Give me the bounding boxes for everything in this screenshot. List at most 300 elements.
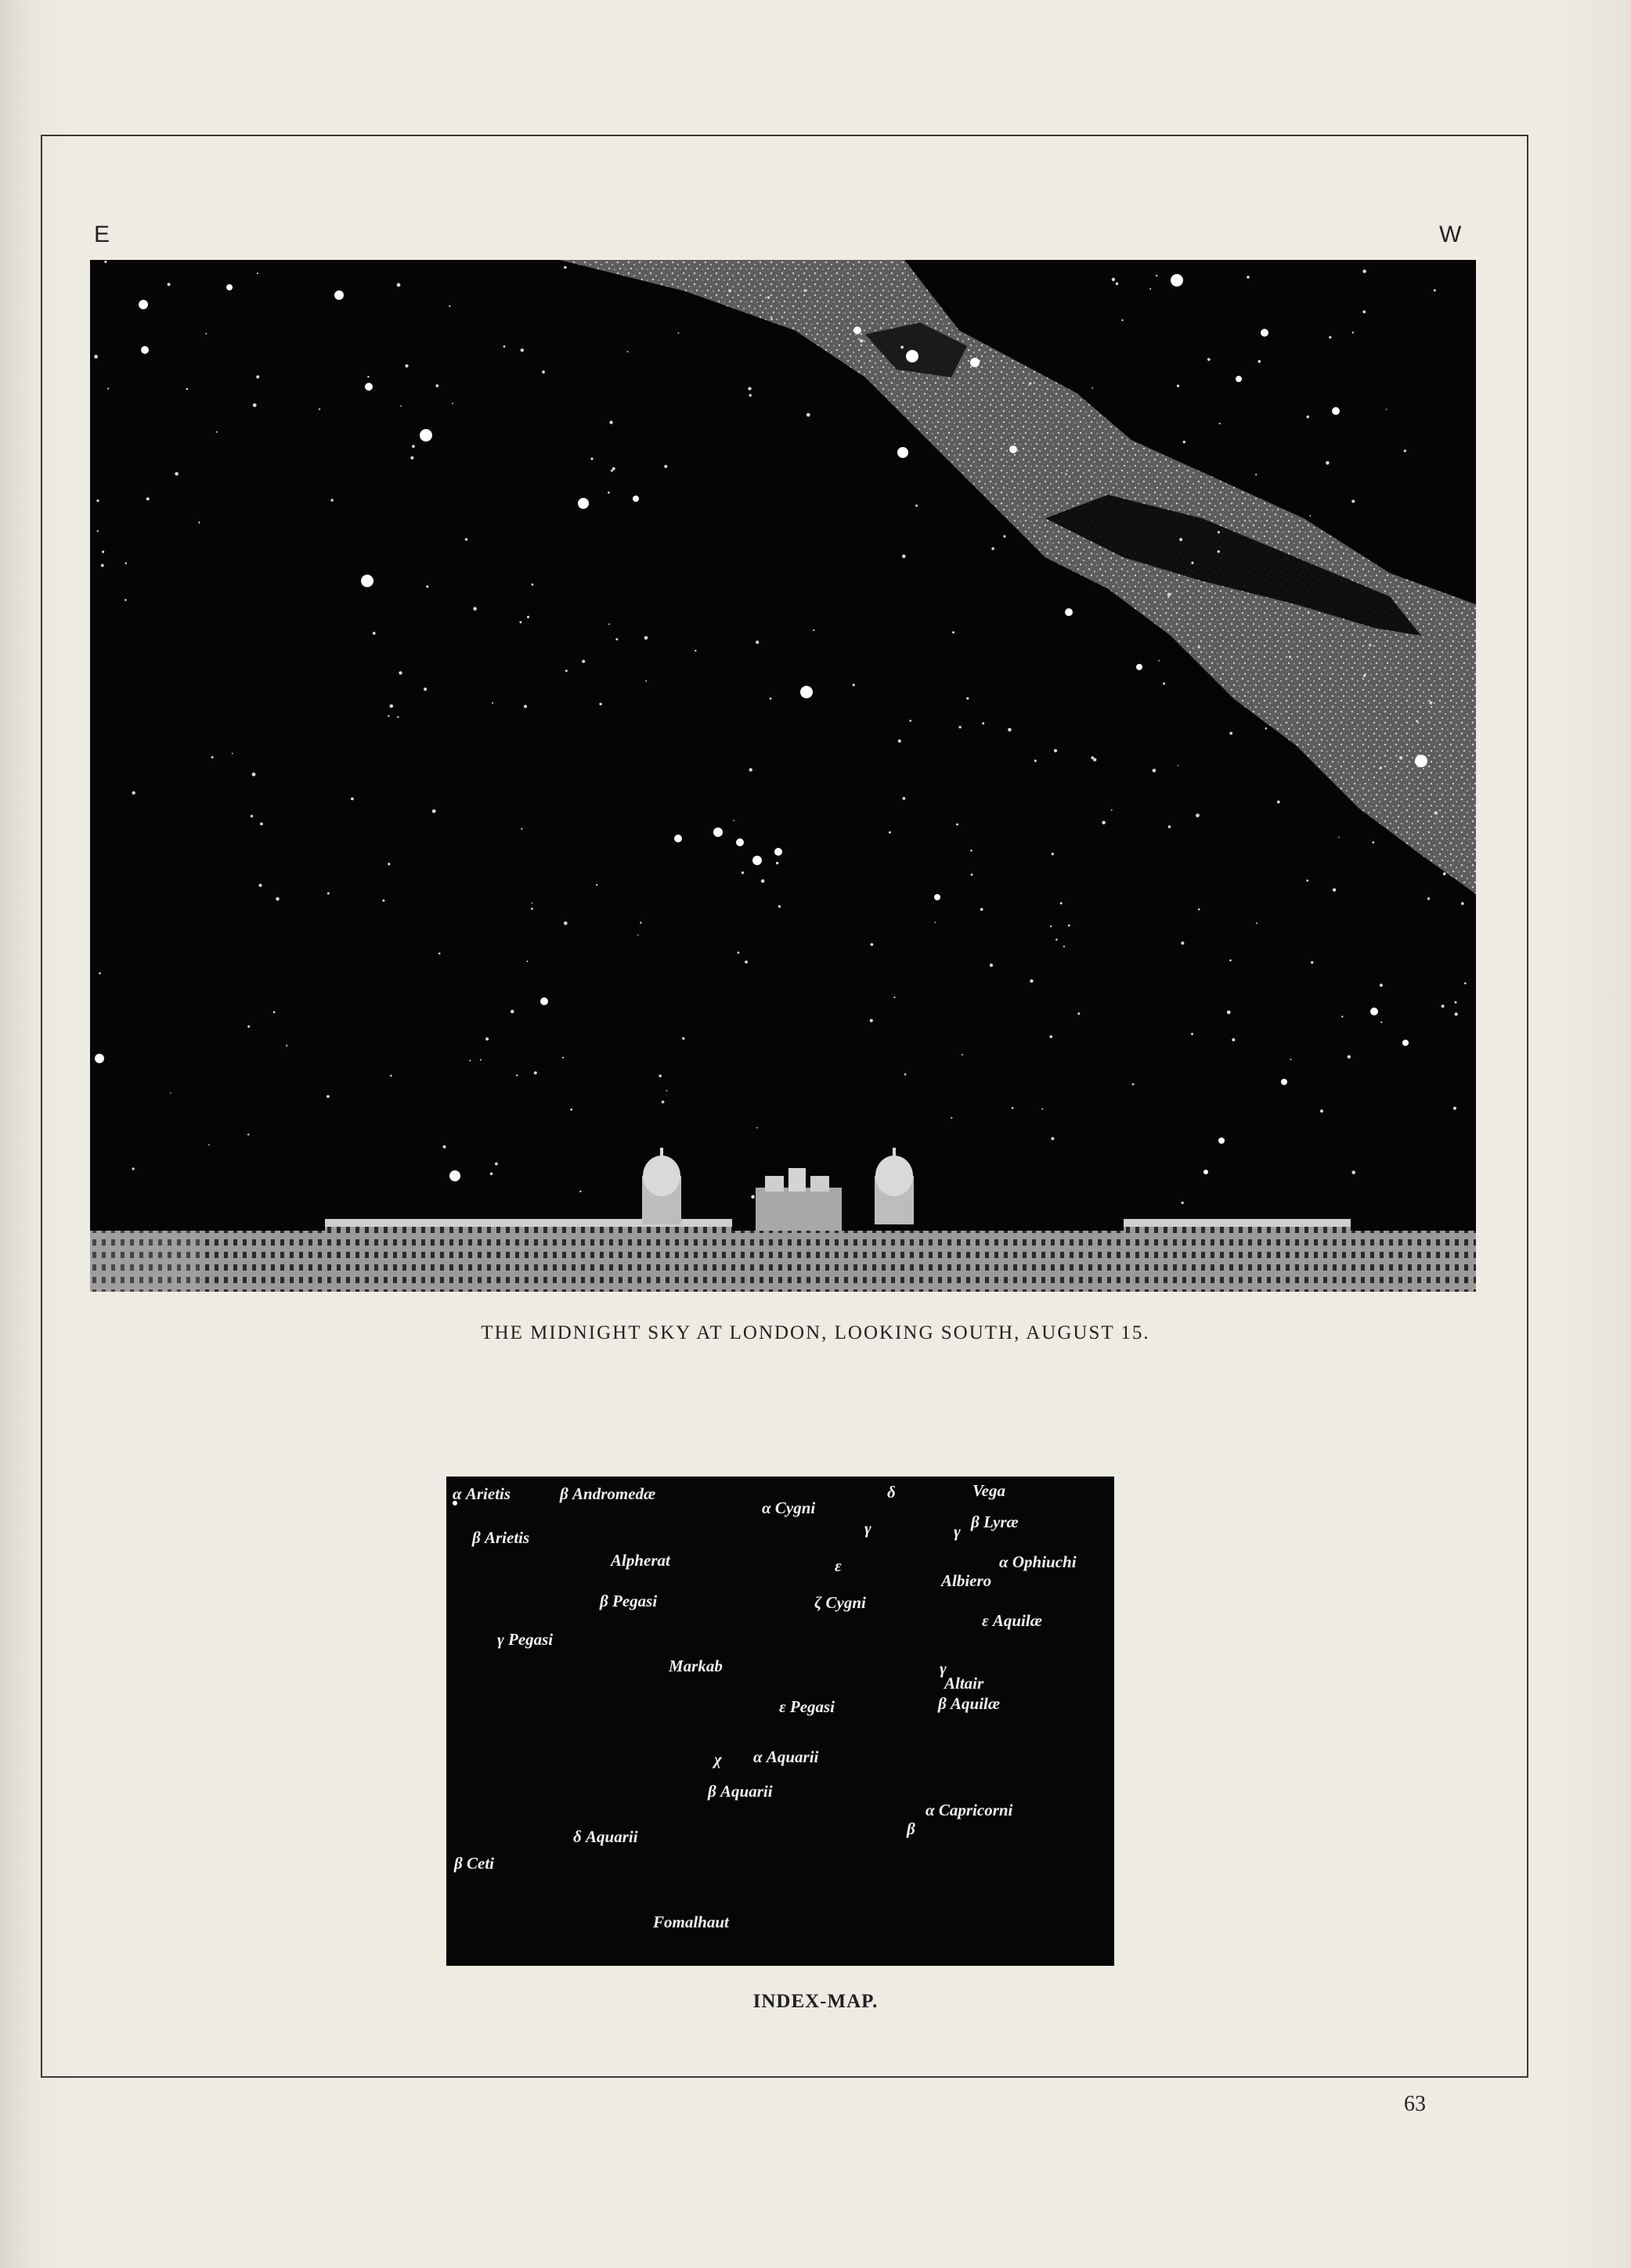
faint-star <box>935 922 936 924</box>
faint-star <box>382 900 384 902</box>
faint-star <box>1065 474 1066 475</box>
faint-star <box>582 660 585 663</box>
bright-star <box>752 856 762 865</box>
faint-star <box>903 797 906 800</box>
faint-star <box>1256 922 1258 924</box>
faint-star <box>531 903 532 904</box>
faint-star <box>426 586 428 588</box>
faint-star <box>590 457 593 460</box>
bright-star <box>906 350 918 362</box>
faint-star <box>1453 1107 1456 1110</box>
faint-star <box>1399 756 1402 759</box>
star-label: γ <box>954 1522 961 1541</box>
faint-star <box>253 403 257 407</box>
faint-star <box>521 828 522 830</box>
bright-star <box>774 848 782 856</box>
faint-star <box>1229 959 1232 961</box>
faint-star <box>1183 441 1185 443</box>
faint-star <box>1034 759 1037 762</box>
faint-star <box>443 1145 446 1148</box>
faint-star <box>258 884 262 887</box>
bright-star <box>449 1170 460 1181</box>
faint-star <box>1030 979 1033 983</box>
faint-star <box>99 972 101 975</box>
faint-star <box>94 355 98 359</box>
faint-star <box>146 497 150 500</box>
page-number: 63 <box>1404 2092 1426 2116</box>
faint-star <box>695 650 696 651</box>
faint-star <box>1363 674 1366 677</box>
faint-star <box>397 716 399 718</box>
faint-star <box>260 823 263 826</box>
faint-star <box>952 631 954 633</box>
star-label: β <box>907 1819 915 1838</box>
faint-star <box>1181 942 1184 945</box>
bright-star <box>853 326 861 334</box>
bright-star <box>226 284 233 290</box>
faint-star <box>1249 520 1250 521</box>
faint-star <box>170 1092 171 1094</box>
faint-star <box>579 1191 581 1192</box>
faint-star <box>1351 499 1355 503</box>
faint-star <box>570 1109 572 1111</box>
faint-star <box>1348 1055 1351 1058</box>
faint-star <box>1461 902 1464 905</box>
faint-star <box>1351 1170 1355 1174</box>
faint-star <box>853 683 855 686</box>
faint-star <box>640 921 641 923</box>
faint-star <box>1362 310 1366 313</box>
faint-star <box>813 629 814 631</box>
bright-star <box>1236 376 1242 382</box>
star-label: Alpherat <box>611 1551 670 1570</box>
star-label: ε <box>835 1556 842 1575</box>
faint-star <box>770 698 772 700</box>
faint-star <box>956 824 958 826</box>
star-label: β Aquarii <box>708 1782 773 1801</box>
faint-star <box>410 456 413 460</box>
faint-star <box>175 472 179 476</box>
faint-star <box>1277 801 1280 804</box>
faint-star <box>748 387 751 390</box>
faint-star <box>1054 749 1057 752</box>
faint-star <box>351 798 354 801</box>
faint-star <box>276 897 280 901</box>
faint-star <box>1121 319 1123 321</box>
faint-star <box>1060 902 1063 904</box>
faint-star <box>1289 656 1291 658</box>
faint-star <box>1341 1015 1343 1017</box>
faint-star <box>412 445 415 448</box>
faint-star <box>1049 1035 1052 1038</box>
faint-star <box>399 671 402 674</box>
faint-star <box>1050 925 1052 927</box>
faint-star <box>524 705 527 708</box>
faint-star <box>168 283 171 286</box>
faint-star <box>1306 879 1308 882</box>
faint-star <box>405 364 408 367</box>
bright-star <box>633 496 639 502</box>
star-label: ε Aquilæ <box>982 1611 1042 1630</box>
faint-star <box>1218 550 1220 553</box>
faint-star <box>1029 382 1031 384</box>
faint-star <box>469 1060 471 1062</box>
star-label: γ <box>864 1519 871 1538</box>
bright-star <box>139 300 148 309</box>
faint-star <box>982 723 984 725</box>
faint-star <box>198 521 200 523</box>
faint-star <box>608 492 610 494</box>
star-field <box>94 261 1466 1204</box>
faint-star <box>1167 593 1171 597</box>
faint-star <box>1178 765 1179 766</box>
bright-star <box>1136 664 1142 670</box>
bright-star <box>334 290 344 300</box>
bright-star <box>141 346 149 354</box>
bright-star <box>736 838 744 846</box>
faint-star <box>124 599 127 601</box>
faint-star <box>511 1010 514 1014</box>
faint-star <box>1380 1022 1382 1023</box>
star-label: δ Aquarii <box>573 1827 638 1846</box>
faint-star <box>1116 283 1119 286</box>
greenwich-skyline <box>90 1148 1476 1292</box>
faint-star <box>1153 769 1156 773</box>
faint-star <box>1380 766 1382 769</box>
star-label: α Capricorni <box>926 1801 1013 1819</box>
faint-star <box>751 1195 755 1199</box>
bright-star <box>713 828 723 837</box>
sky-illustration <box>90 260 1476 1292</box>
faint-star <box>1258 360 1261 363</box>
bright-star <box>361 575 373 587</box>
bright-star <box>1171 274 1183 287</box>
faint-star <box>125 562 128 564</box>
faint-star <box>749 394 752 396</box>
faint-star <box>1416 720 1418 723</box>
faint-star <box>1198 908 1200 910</box>
bright-star <box>970 358 980 367</box>
faint-star <box>1311 961 1313 964</box>
faint-star <box>132 791 135 795</box>
faint-star <box>1338 837 1340 838</box>
faint-star <box>1429 701 1432 705</box>
faint-star <box>480 1059 482 1061</box>
faint-star <box>951 1117 952 1119</box>
faint-star <box>1434 811 1438 814</box>
faint-star <box>1326 461 1330 465</box>
faint-star <box>627 351 629 352</box>
faint-star <box>373 632 376 635</box>
faint-star <box>526 961 528 962</box>
faint-star <box>503 345 506 348</box>
faint-star <box>659 1075 662 1078</box>
faint-star <box>256 375 259 378</box>
faint-star <box>435 384 438 388</box>
index-map-caption: INDEX-MAP. <box>752 1991 879 2012</box>
faint-star <box>915 504 918 507</box>
faint-star <box>1055 939 1058 941</box>
faint-star <box>495 1163 498 1166</box>
faint-star <box>1380 984 1383 987</box>
faint-star <box>742 871 744 874</box>
faint-star <box>1227 1011 1231 1015</box>
faint-star <box>1219 423 1221 424</box>
faint-star <box>1132 1084 1135 1086</box>
faint-star <box>1179 538 1182 541</box>
faint-star <box>1182 1202 1184 1204</box>
faint-star <box>611 470 613 472</box>
star-label: γ Pegasi <box>497 1630 554 1649</box>
faint-star <box>1003 535 1005 538</box>
faint-star <box>749 768 752 771</box>
faint-star <box>1156 275 1157 276</box>
star-label: γ <box>940 1659 947 1678</box>
faint-star <box>1442 1004 1445 1008</box>
faint-star <box>803 289 806 291</box>
star-label: α Aquarii <box>753 1747 819 1766</box>
faint-star <box>871 943 874 947</box>
faint-star <box>1232 1038 1235 1041</box>
faint-star <box>1068 925 1070 927</box>
faint-star <box>738 952 740 954</box>
faint-star <box>900 346 904 349</box>
faint-star <box>966 698 969 700</box>
faint-star <box>728 289 731 292</box>
bright-star <box>1218 1138 1225 1144</box>
faint-star <box>1008 728 1012 732</box>
faint-star <box>761 879 765 883</box>
faint-star <box>962 1054 963 1055</box>
faint-star <box>452 403 453 405</box>
faint-star <box>1012 1107 1014 1109</box>
faint-star <box>958 726 961 728</box>
faint-star <box>756 1127 758 1129</box>
bright-star <box>540 997 548 1005</box>
faint-star <box>776 862 778 864</box>
faint-star <box>1308 611 1309 613</box>
faint-star <box>904 1073 907 1076</box>
midnight-sky-engraving <box>90 260 1476 1292</box>
faint-star <box>756 640 759 644</box>
faint-star <box>1149 288 1151 290</box>
faint-star <box>1309 515 1311 517</box>
bright-star <box>800 686 813 698</box>
faint-star <box>562 1057 564 1058</box>
faint-star <box>1464 983 1467 985</box>
faint-star <box>1362 269 1366 273</box>
faint-star <box>438 953 441 955</box>
faint-star <box>1320 1109 1323 1112</box>
faint-star <box>644 636 648 640</box>
faint-star <box>390 1075 392 1077</box>
faint-star <box>645 680 647 682</box>
star-label: χ <box>714 1750 722 1769</box>
faint-star <box>208 1145 210 1146</box>
compass-west-label: W <box>1439 222 1462 247</box>
faint-star <box>970 849 972 852</box>
bright-star <box>365 383 373 391</box>
faint-star <box>1386 409 1387 410</box>
bright-star <box>674 835 682 842</box>
faint-star <box>889 831 891 834</box>
faint-star <box>534 1072 537 1075</box>
faint-star <box>247 1134 249 1135</box>
faint-star <box>1093 758 1096 761</box>
faint-star <box>565 669 568 672</box>
faint-star <box>432 809 436 813</box>
faint-star <box>564 921 568 925</box>
faint-star <box>902 554 906 558</box>
faint-star <box>388 863 390 865</box>
faint-star <box>990 964 993 967</box>
faint-star <box>678 333 680 334</box>
star-label: β Lyræ <box>971 1513 1019 1531</box>
star-label: β Pegasi <box>600 1592 658 1610</box>
bright-star <box>897 447 908 458</box>
faint-star <box>1177 384 1179 387</box>
faint-star <box>870 1019 873 1022</box>
faint-star <box>564 266 567 269</box>
faint-star <box>1092 388 1093 389</box>
faint-star <box>1191 561 1193 564</box>
faint-star <box>273 1011 276 1014</box>
bright-star <box>1415 755 1427 767</box>
faint-star <box>745 961 748 964</box>
faint-star <box>449 305 450 307</box>
faint-star <box>286 1045 287 1047</box>
faint-star <box>733 820 734 821</box>
faint-star <box>1063 946 1065 947</box>
bright-star <box>95 1054 104 1063</box>
faint-star <box>1102 820 1106 824</box>
faint-star <box>1352 332 1354 334</box>
star-label: Fomalhaut <box>653 1913 729 1931</box>
bright-star <box>1203 1170 1208 1174</box>
faint-star <box>898 739 901 742</box>
faint-star <box>367 376 369 377</box>
faint-star <box>1333 889 1336 892</box>
faint-star <box>1455 1001 1457 1004</box>
faint-star <box>211 756 214 759</box>
star-label: α Cygni <box>762 1498 816 1517</box>
star-label: ζ Cygni <box>814 1593 866 1612</box>
compass-east-label: E <box>94 222 110 247</box>
bright-star <box>1402 1040 1409 1046</box>
star-label: Altair <box>944 1674 984 1693</box>
faint-star <box>388 715 389 716</box>
faint-star <box>1329 336 1331 338</box>
faint-star <box>1391 667 1392 669</box>
faint-star <box>1265 727 1268 730</box>
faint-star <box>767 296 770 298</box>
faint-star <box>531 908 533 910</box>
star-label: Vega <box>972 1481 1005 1500</box>
faint-star <box>132 1167 135 1170</box>
faint-star <box>107 388 109 389</box>
faint-star <box>485 1037 489 1040</box>
bright-star <box>1332 407 1340 415</box>
bright-star <box>934 894 940 900</box>
faint-star <box>971 874 973 876</box>
star-label: β Arietis <box>472 1528 530 1547</box>
faint-star <box>1207 358 1211 361</box>
bright-star <box>1065 608 1073 616</box>
faint-star <box>1031 517 1033 518</box>
faint-star <box>1158 660 1160 662</box>
faint-star <box>257 272 258 274</box>
faint-star <box>1290 1058 1292 1060</box>
faint-star <box>770 318 773 320</box>
bright-star <box>1261 329 1268 337</box>
faint-star <box>1455 1012 1458 1015</box>
sky-caption: THE MIDNIGHT SKY AT LONDON, LOOKING SOUTH, AUGUST 15. <box>481 1322 1150 1343</box>
faint-star <box>205 333 207 334</box>
faint-star <box>397 283 401 287</box>
faint-star <box>330 499 333 501</box>
faint-star <box>1247 276 1250 279</box>
faint-star <box>662 1101 665 1104</box>
faint-star <box>519 621 521 623</box>
faint-star <box>1218 531 1220 533</box>
faint-star <box>527 616 529 618</box>
faint-star <box>516 1074 518 1076</box>
faint-star <box>97 530 99 532</box>
faint-star <box>104 261 106 263</box>
faint-star <box>251 815 253 817</box>
faint-star <box>1306 416 1309 419</box>
faint-star <box>319 409 320 410</box>
faint-star <box>327 892 330 895</box>
faint-star <box>490 1173 493 1176</box>
faint-star <box>1443 872 1446 875</box>
faint-star <box>609 420 612 424</box>
star-label: α Arietis <box>453 1484 511 1503</box>
faint-star <box>980 908 983 911</box>
faint-star <box>216 431 218 433</box>
faint-star <box>1196 813 1200 817</box>
bright-star <box>420 429 432 442</box>
faint-star <box>1111 809 1113 811</box>
faint-star <box>909 719 911 722</box>
faint-star <box>327 1095 330 1098</box>
faint-star <box>390 705 394 709</box>
faint-star <box>1369 644 1371 646</box>
faint-star <box>1112 278 1115 281</box>
star-label: ε Pegasi <box>779 1697 835 1716</box>
faint-star <box>465 538 467 540</box>
faint-star <box>1404 449 1406 452</box>
faint-star <box>1052 853 1054 855</box>
star-label: β Andromedæ <box>560 1484 656 1503</box>
faint-star <box>682 1037 684 1040</box>
faint-star <box>232 753 233 755</box>
faint-star <box>1168 825 1171 828</box>
faint-star <box>542 370 545 373</box>
faint-star <box>102 550 104 553</box>
faint-star <box>596 884 597 885</box>
star-label: α Ophiuchi <box>999 1552 1077 1571</box>
faint-star <box>492 702 493 704</box>
faint-star <box>186 388 189 391</box>
star-label: β Aquilæ <box>938 1694 1001 1713</box>
bright-star <box>578 498 589 509</box>
faint-star <box>608 623 610 625</box>
faint-star <box>424 687 427 690</box>
faint-star <box>664 465 667 468</box>
faint-star <box>666 1090 668 1091</box>
faint-star <box>1434 289 1436 291</box>
